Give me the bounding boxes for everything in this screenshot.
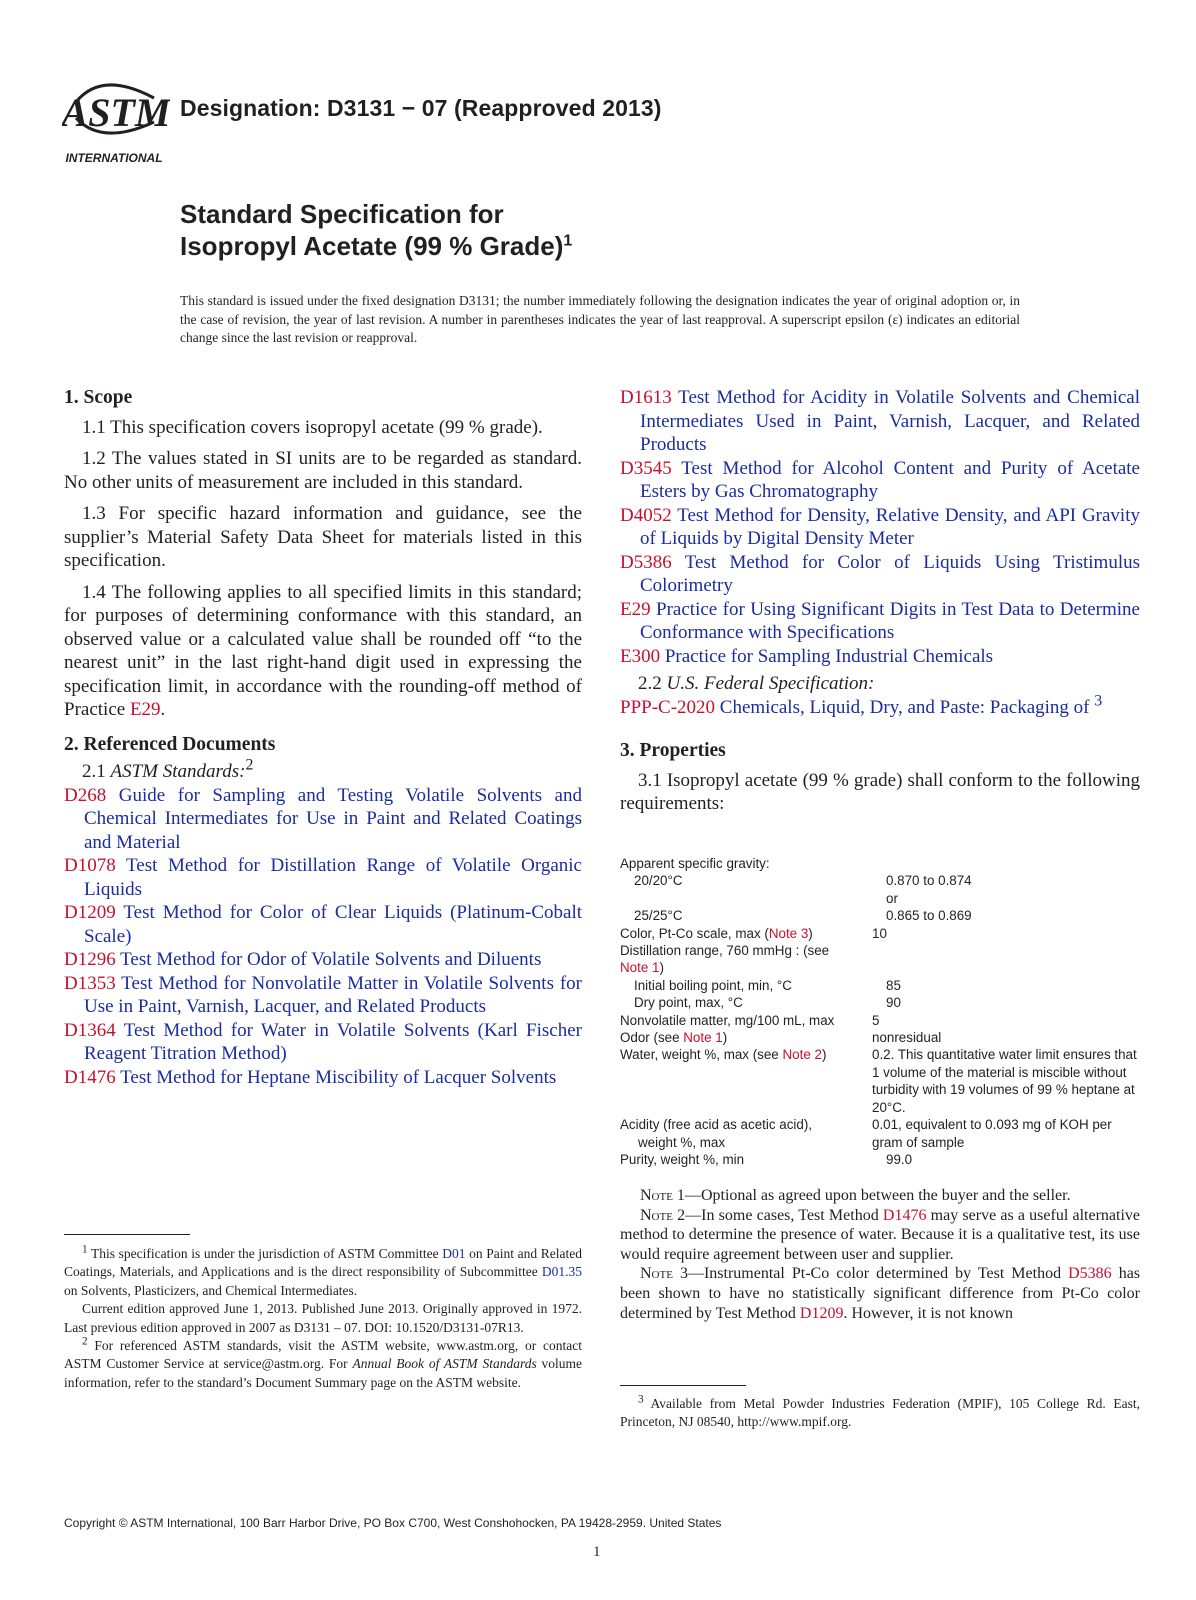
reference-item [620, 692, 1140, 720]
note-link[interactable]: Note 1 [620, 960, 660, 976]
subsection-heading: 2.2 U.S. Federal Specification: [638, 673, 875, 694]
paragraph: 1.2 The values stated in SI units are to be regarded as standard. No other units of measurement are included in this standard. [64, 448, 582, 493]
table-row: Water, weight %, max (see Note 2) 0.2. This quantitative water limit ensures that 1 volume of the material is miscible without turbidity with 19 volumes of 99 % heptane at 20°C. [620, 1047, 1137, 1115]
ref-code[interactable]: D1209 [64, 902, 116, 923]
reference-item [620, 598, 1140, 645]
ref-code[interactable]: D5386 [620, 551, 672, 573]
table-row: Odor (see Note 1) nonresidual [620, 1030, 942, 1046]
ref-code[interactable]: E300 [620, 645, 661, 667]
footnote-ref[interactable]: 2 [245, 756, 254, 774]
ref-title[interactable]: Guide for Sampling and Testing Volatile Solvents and Chemical Intermediates for Use in Paint and Related Coatings and Material [84, 784, 582, 853]
reference-item [620, 645, 1140, 669]
reference-item [620, 504, 1140, 551]
reference-item [64, 854, 582, 901]
ref-code[interactable]: D1476 [64, 1066, 116, 1088]
page-number: 1 [593, 1544, 601, 1560]
ref-title[interactable]: Practice for Using Significant Digits in Test Data to Determine Conformance with Specifications [640, 598, 1140, 643]
page-title [180, 198, 572, 262]
ref-title[interactable]: Test Method for Heptane Miscibility of Lacquer Solvents [115, 1066, 557, 1088]
logo-org: INTERNATIONAL [65, 151, 163, 165]
ref-title[interactable]: Test Method for Acidity in Volatile Solvents and Chemical Intermediates Used in Paint, Varnish, Lacquer, and Related Products [640, 387, 1140, 455]
ref-code[interactable]: D4052 [620, 504, 672, 526]
ref-title[interactable]: Test Method for Density, Relative Density, and API Gravity of Liquids by Digital Density Meter [640, 504, 1140, 549]
ref-code[interactable]: D1078 [64, 855, 116, 876]
link-d5386[interactable]: D5386 [1068, 1265, 1112, 1283]
ref-title[interactable]: Test Method for Odor of Volatile Solvents and Diluents [115, 949, 542, 970]
table-row: 20/20°C 0.870 to 0.874 [634, 873, 972, 889]
paragraph: 1.4 The following applies to all specified limits in this standard; for purposes of determining conformance with this standard, an observed value or a calculated value shall be rounded off “to the nearest unit” in the last right-hand digit used in expressing the specification limit, in accordance with the rounding-off method of Practice E29. [64, 581, 582, 720]
note-link[interactable]: Note 3 [768, 925, 809, 941]
ref-title[interactable]: Test Method for Color of Clear Liquids (Platinum-Cobalt Scale) [84, 902, 582, 947]
table-row: Color, Pt-Co scale, max (Note 3) 10 [620, 925, 887, 941]
title-line-2: Isopropyl Acetate (99 % Grade)$^1$ [180, 231, 573, 261]
paragraph: 1.1 This specification covers isopropyl acetate (99 % grade). [82, 416, 543, 438]
ref-title[interactable]: Test Method for Color of Liquids Using Tristimulus Colorimetry [640, 551, 1140, 596]
copyright: Copyright © ASTM International, 100 Barr Harbor Drive, PO Box C700, West Conshohocken, PA 19428-2959. United States [64, 1516, 722, 1530]
section-heading: 2. Referenced Documents [64, 733, 276, 755]
ref-code[interactable]: E29 [620, 598, 651, 620]
table-row: 25/25°C 0.865 to 0.869 [634, 908, 972, 924]
reference-item [64, 901, 582, 948]
ref-code[interactable]: D1364 [64, 1019, 116, 1041]
notes [620, 1186, 1140, 1323]
ref-title[interactable]: Practice for Sampling Industrial Chemicals [660, 645, 994, 667]
link-d1476[interactable]: D1476 [882, 1206, 927, 1224]
note-3: Note 3—Instrumental Pt-Co color determined by Test Method D5386 has been shown to have no statistically significant difference from Pt-Co color determined by Test Method D1209. However, it is not known [620, 1265, 1141, 1322]
table-row: Nonvolatile matter, mg/100 mL, max 5 [620, 1012, 880, 1028]
reference-item [620, 457, 1140, 504]
ref-title[interactable]: Test Method for Alcohol Content and Purity of Acetate Esters by Gas Chromatography [640, 457, 1140, 502]
ref-title[interactable]: Chemicals, Liquid, Dry, and Paste: Packaging of [715, 696, 1095, 718]
link-d01[interactable]: D01 [442, 1246, 466, 1261]
link-d1209[interactable]: D1209 [799, 1304, 844, 1322]
table-row: or [886, 890, 898, 906]
ref-code[interactable]: D1353 [64, 972, 116, 994]
subsection-heading: 2.1 ASTM Standards:$^2$ [82, 756, 254, 782]
note-1: Note 1—Optional as agreed upon between the buyer and the seller. [640, 1187, 1071, 1204]
note-link[interactable]: Note 2 [782, 1047, 822, 1063]
footnote-3: $^3$ Available from Metal Powder Industries Federation (MPIF), 105 College Rd. East, Princeton, NJ 08540, http://www.mpif.org. [620, 1393, 1140, 1430]
ref-title[interactable]: Test Method for Water in Volatile Solvents (Karl Fischer Reagent Titration Method) [84, 1019, 582, 1064]
paragraph: 1.3 For specific hazard information and guidance, see the supplier’s Material Safety Data Sheet for materials listed in this specification. [64, 503, 582, 571]
ref-code[interactable]: D3545 [620, 457, 672, 479]
ref-code[interactable]: D1613 [620, 387, 672, 408]
footnotes-right [620, 1395, 1140, 1432]
table-row: Distillation range, 760 mmHg : (see Note 1) [620, 943, 830, 976]
astm-logo [62, 66, 170, 166]
left-column [64, 386, 582, 1089]
table-row: Initial boiling point, min, °C 85 [634, 977, 901, 993]
reference-item [64, 972, 582, 1019]
note-2: Note 2—In some cases, Test Method D1476 may serve as a useful alternative method to determine the presence of water. Because it is a qualitative test, its use would require agreement between user and supplier. [620, 1206, 1141, 1263]
ref-title[interactable]: Test Method for Nonvolatile Matter in Volatile Solvents for Use in Paint, Varnish, Lacquer, and Related Products [84, 972, 582, 1017]
footnote-2: $^2$ For referenced ASTM standards, visit the ASTM website, www.astm.org, or contact ASTM Customer Service at service@astm.org. For Annual Book of ASTM Standards volume information, refer to the standard’s Document Summary page on the ASTM website. [64, 1335, 583, 1390]
table-row: Apparent specific gravity: [620, 856, 770, 871]
footnote-1: $^1$ This specification is under the jurisdiction of ASTM Committee D01 on Paint and Related Coatings, Materials, and Applications and is the direct responsibility of Subcommittee D01.35 on Solvents, Plasticizers, and Chemical Intermediates. [64, 1243, 582, 1298]
right-column [620, 386, 1140, 816]
footnote-1-edition: Current edition approved June 1, 2013. Published June 2013. Originally approved in 1972. Last previous edition approved in 2007 as D3131 – 07. DOI: 10.1520/D3131-07R13. [64, 1301, 582, 1335]
properties-table [620, 855, 1140, 1168]
table-row: Dry point, max, °C 90 [634, 995, 901, 1011]
reference-item [64, 1019, 582, 1066]
link-e29[interactable]: E29 [129, 699, 161, 720]
section-heading: 1. Scope [64, 387, 133, 408]
issued-note: This standard is issued under the fixed designation D3131; the number immediately following the designation indicates the year of original adoption or, in the case of revision, the year of last revision. A number in parentheses indicates the year of last reapproval. A superscript epsilon (ε) indicates an editorial change since the last revision or reapproval. [180, 293, 1020, 345]
ref-title[interactable]: Test Method for Distillation Range of Volatile Organic Liquids [84, 855, 582, 900]
reference-item [64, 784, 582, 855]
footnote-divider [64, 1234, 190, 1235]
reference-item [620, 551, 1140, 598]
reference-item [64, 1066, 582, 1090]
table-row: Acidity (free acid as acetic acid), weight %, max 0.01, equivalent to 0.093 mg of KOH per gram of sample [620, 1117, 1112, 1150]
table-row: Purity, weight %, min 99.0 [620, 1151, 913, 1167]
paragraph: 3.1 Isopropyl acetate (99 % grade) shall conform to the following requirements: [620, 769, 1140, 814]
footnote-ref[interactable]: 3 [1094, 692, 1103, 710]
title-line-1: Standard Specification for [180, 199, 504, 229]
reference-item [64, 948, 582, 972]
ref-code[interactable]: D268 [64, 784, 107, 806]
footnote-ref[interactable]: 1 [563, 232, 573, 250]
footnotes-left [64, 1245, 582, 1392]
section-heading: 3. Properties [620, 740, 726, 761]
ref-code[interactable]: D1296 [64, 949, 116, 970]
link-d01-35[interactable]: D01.35 [541, 1264, 582, 1280]
designation: Designation: D3131 − 07 (Reapproved 2013) [180, 95, 662, 121]
footnote-divider [620, 1385, 746, 1386]
ref-code[interactable]: PPP-C-2020 [620, 696, 716, 718]
astm-logo-icon [62, 66, 170, 166]
note-link[interactable]: Note 1 [683, 1030, 723, 1046]
logo-mark: ASTM [62, 90, 170, 135]
reference-item [620, 386, 1140, 457]
